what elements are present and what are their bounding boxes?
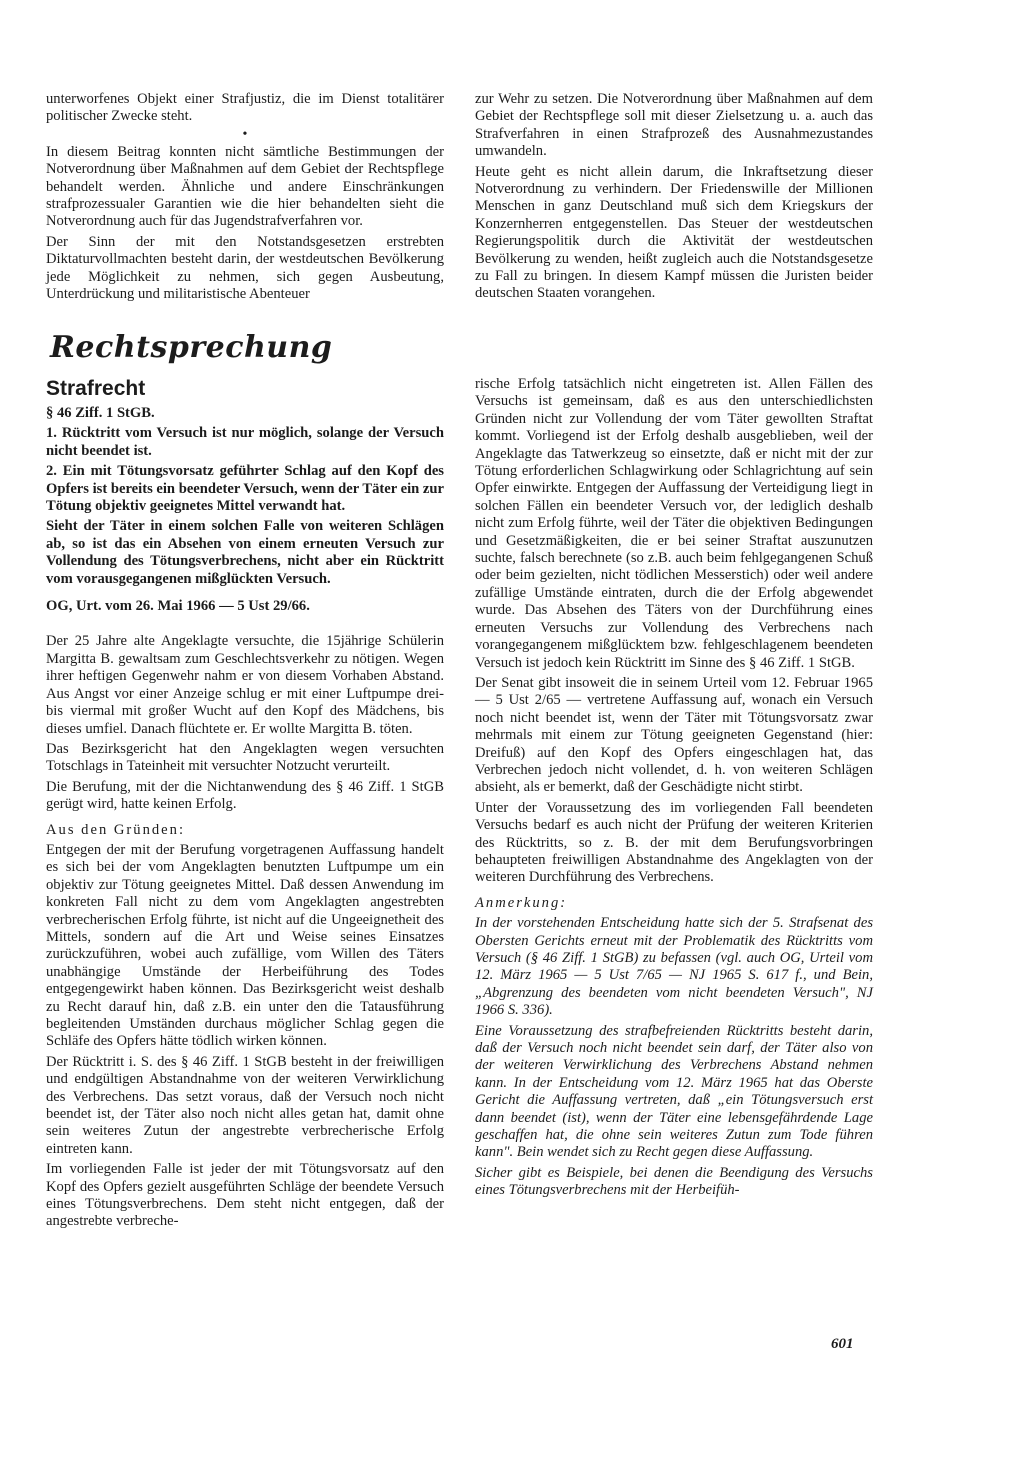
paragraph: unterworfenes Objekt einer Strafjustiz, die im Dienst totalitärer politischer Zwecke steht. — [46, 91, 444, 125]
subsection-heading: Strafrecht — [46, 377, 146, 400]
top-right-column — [475, 91, 873, 306]
reasons-label: Aus den Gründen: — [46, 821, 186, 838]
paragraph: Der Sinn der mit den Notstandsgesetzen erstrebten Diktaturvollmachten besteht darin, der westdeutschen Bevölkerung jede Möglichkeit zu nehmen, sich gegen Ausbeutung, Unterdrückung und militaristische Abenteuer — [46, 233, 444, 303]
paragraph: Unter der Voraussetzung des im vorliegenden Fall beendeten Versuchs bedarf es auch nicht der Prüfung der weiteren Kriterien des Rücktritts, so z. B. der mit dem Berufungsvorbringen behaupteten freiwilligen Abstandnahme des Angeklagten von der weiteren Durchführung des Verbrechens. — [475, 799, 873, 886]
section-divider: • — [242, 126, 248, 142]
paragraph: Der Senat gibt insoweit die in seinem Urteil vom 12. Februar 1965 — 5 Ust 2/65 — vertretene Auffassung auf, wonach ein Versuch noch nicht beendet ist, wenn der Täter mit Tötungsvorsatz zwar mehrmals mit einem zur Tötung geeigneten Gegenstand (hier: Dreifuß) auf den Kopf des Opfers eingeschlagen hat, das Verbrechen jedoch nicht vollendet, d. h. von weiteren Schlägen absieht, als er bemerkt, daß der Geschädigte nicht stirbt. — [475, 674, 873, 796]
headnote: Sieht der Täter in einem solchen Falle von weiteren Schlägen ab, so ist das ein Absehen von einem erneuten Versuch zur Vollendung des Tötungsverbrechens, nicht aber ein Rücktritt vom vorausgegangenen mißglückten Versuch. — [46, 518, 444, 587]
decision-left-column — [46, 376, 444, 1234]
paragraph: Im vorliegenden Falle ist jeder der mit Tötungsvorsatz auf den Kopf des Opfers gezielt ausgeführten Schläge der beendete Versuch eines Tötungsverbrechens. Dem steht nicht entgegen, daß der angestrebte verbreche- — [46, 1161, 444, 1230]
paragraph: Der 25 Jahre alte Angeklagte versuchte, die 15jährige Schülerin Margitta B. gewaltsam zum Geschlechtsverkehr zu nötigen. Wegen ihrer heftigen Gegenwehr nahm er von diesem Vorhaben Abstand. Aus Angst vor einer Anzeige schlug er mit einer Luftpumpe drei- bis viermal mit großer Wucht auf den Kopf des Mädchens, bis dieses umfiel. Danach flüchtete er. Er wollte Margitta B. töten. — [46, 633, 444, 737]
paragraph: Das Bezirksgericht hat den Angeklagten wegen versuchten Totschlags in Tateinheit mit versuchter Notzucht verurteilt. — [46, 740, 444, 775]
paragraph: Entgegen der mit der Berufung vorgetragenen Auffassung handelt es sich bei der vom Angeklagten benutzten Luftpumpe um ein objektiv zur Tötung geeignetes Mittel. Daß dessen Anwendung im konkreten Fall nicht zu dem vom Angeklagten angestrebten verbrecherischen Erfolg führte, ist nicht auf die Ungeeignetheit des Mittels, sondern auf die Art und Weise seines Einsatzes zurückzuführen, wobei auch zufällige, vom Willen des Täters unabhängige Umstände der Herbeiführung des Todes entgegengewirkt haben können. Das Bezirksgericht weist deshalb zu Recht darauf hin, daß z.B. ein unter den die Tatausführung begleitenden Umständen durchaus möglicher Schlag gegen die Schläfe des Opfers hätte tödlich wirken können. — [46, 841, 444, 1050]
note-label: Anmerkung: — [475, 894, 568, 911]
page-number: 601 — [831, 1336, 854, 1352]
headnote: 1. Rücktritt vom Versuch ist nur möglich, solange der Versuch nicht beendet ist. — [46, 425, 444, 459]
paragraph: In diesem Beitrag konnten nicht sämtliche Bestimmungen der Notverordnung über Maßnahmen auf dem Gebiet der Rechtspflege behandelt werden. Ähnliche und andere Einschränkungen strafprozessualer Garantien wie die hier behandelten sieht die Notverordnung auch für das Jugendstrafverfahren vor. — [46, 143, 444, 230]
citation: OG, Urt. vom 26. Mai 1966 — 5 Ust 29/66. — [46, 598, 310, 615]
paragraph: Heute geht es nicht allein darum, die Inkraftsetzung dieser Notverordnung zu verhindern. Der Friedenswille der Millionen Menschen in ganz Deutschland muß sich dem Kriegskurs der Konzernherren entgegenstellen. Das Steuer der westdeutschen Regierungspolitik durch die Aktivität der westdeutschen Bevölkerung zu wenden, heißt zugleich auch die Notstandsgesetze zu Fall zu bringen. In diesem Kampf müssen die Juristen beider deutschen Staaten vorangehen. — [475, 163, 873, 302]
top-left-column — [46, 91, 444, 306]
note-paragraph: Sicher gibt es Beispiele, bei denen die Beendigung des Versuchs eines Tötungsverbrechens mit der Herbeifüh- — [475, 1164, 873, 1199]
paragraph: Der Rücktritt i. S. des § 46 Ziff. 1 StGB besteht in der freiwilligen und endgültigen Abstandnahme von der weiteren Verwirklichung des Verbrechens. Das setzt voraus, daß der Versuch noch nicht beendet ist, der Täter also noch nicht alles getan hat, damit ohne sein weiteres Zutun der angestrebte verbrecherische Erfolg eintreten kann. — [46, 1053, 444, 1157]
note-paragraph: Eine Voraussetzung des strafbefreienden Rücktritts besteht darin, daß der Versuch noch nicht beendet sein darf, der Täter also von der weiteren Verwirklichung des Verbrechens Abstand nehmen kann. In der Entscheidung vom 12. März 1965 hat das Oberste Gericht die Auffassung vertreten, daß „ein Tötungsversuch erst dann beendet (ist), wenn der Täter eine lebensgefährdende Lage geschaffen hat, die ohne sein weiteres Zutun zum Tode führen kann". Bein wendet sich zu Recht gegen diese Auffassung. — [475, 1022, 873, 1161]
headnote: 2. Ein mit Tötungsvorsatz geführter Schlag auf den Kopf des Opfers ist bereits ein beendeter Versuch, wenn der Täter ein zur Tötung objektiv geeignetes Mittel verwandt hat. — [46, 463, 444, 515]
section-heading: Rechtsprechung — [50, 330, 333, 365]
note-paragraph: In der vorstehenden Entscheidung hatte sich der 5. Strafsenat des Obersten Gerichts erneut mit der Problematik des Rücktritts vom Versuch (§ 46 Ziff. 1 StGB) zu befassen (vgl. auch OG, Urteil vom 12. März 1965 — 5 Ust 7/65 — NJ 1965 S. 617 f., und Bein, „Abgrenzung des beendeten vom nicht beendeten Versuch", NJ 1966 S. 336). — [475, 915, 873, 1019]
paragraph: zur Wehr zu setzen. Die Notverordnung über Maßnahmen auf dem Gebiet der Rechtspflege soll mit dieser Zielsetzung u. a. auch das Strafverfahren in einen Strafprozeß des Ausnahmezustandes umwandeln. — [475, 91, 873, 160]
decision-right-column — [475, 376, 873, 1203]
paragraph: Die Berufung, mit der die Nichtanwendung des § 46 Ziff. 1 StGB gerügt wird, hatte keinen Erfolg. — [46, 778, 444, 813]
statute-reference: § 46 Ziff. 1 StGB. — [46, 405, 155, 421]
paragraph: rische Erfolg tatsächlich nicht eingetreten ist. Allen Fällen des Versuchs ist gemeinsam, daß es aus den unterschiedlichsten Gründen nicht zur Vollendung der vom Täter gewollten Straftat kommt. Vorliegend ist der Erfolg deshalb ausgeblieben, weil der Angeklagte das Tatwerkzeug so einsetzte, daß er nicht mit der zur Tötung erforderlichen Schlagwirkung oder Schlagrichtung auf sein Opfer einwirkte. Entgegen der Auffassung der Verteidigung liegt in solchen Fällen ein beendeter Versuch vor, der lediglich deshalb nicht zum Erfolg führte, weil der Täter die objektiven Bedingungen und Gesetzmäßigkeiten, die er bei seiner Straftat auszunutzen suchte, falsch berechnete (so z.B. auch beim fehlgegangenen Schuß oder beim gezielten, nicht tödlichen Messerstich) oder weil andere zufällige Umstände eintraten, durch die der Erfolg abgewendet wurde. Das Absehen des Täters von der Durchführung eines erneuten Versuchs zur Vollendung des Verbrechens nach vorangegangenem mißglücktem bzw. fehlgeschlagenem beendeten Versuch ist jedoch kein Rücktritt im Sinne des § 46 Ziff. 1 StGB. — [475, 376, 873, 671]
